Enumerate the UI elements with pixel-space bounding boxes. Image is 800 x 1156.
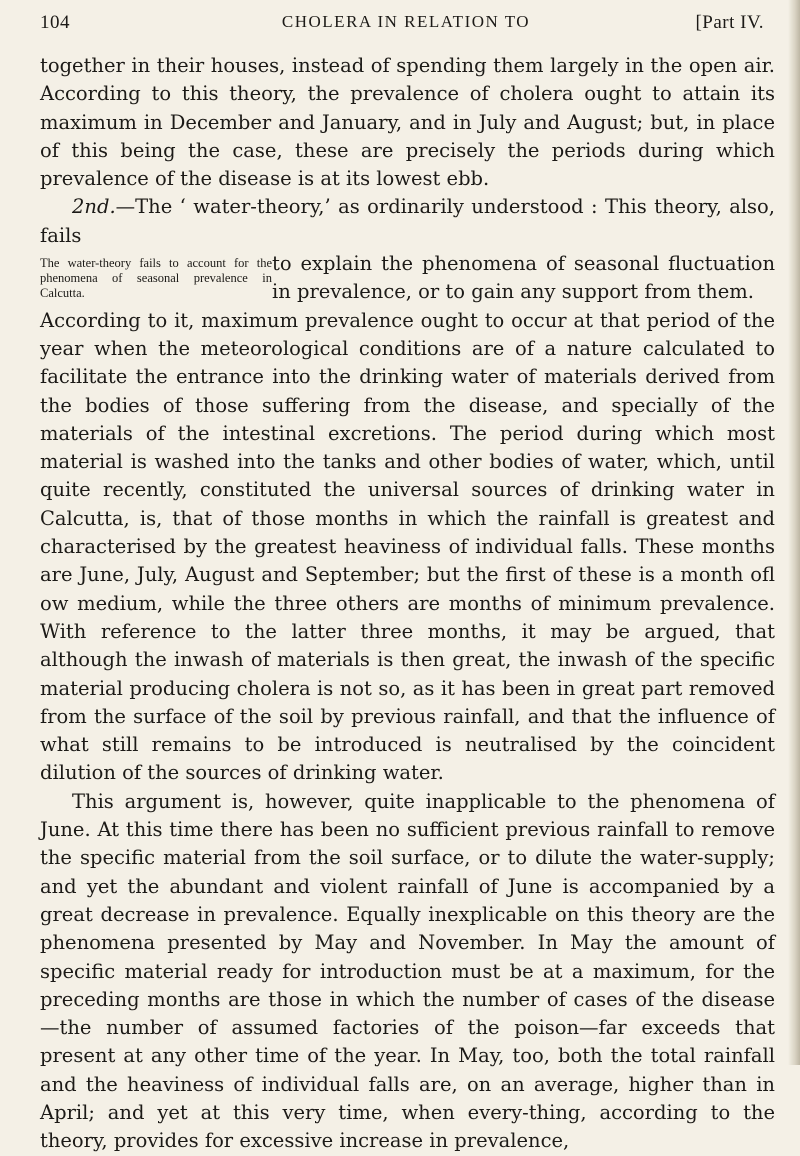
sidenote-block — [40, 250, 775, 307]
body-text — [40, 52, 775, 1156]
paragraph-3: This argument is, however, quite inapplicable to the phenomena of June. At this time there has been no sufficient previous rainfall to remove the specific material from the soil surface, or to dilute the water-supply; and yet the abundant and violent rainfall of June is accompanied by a great decrease in prevalence. Equally inexplicable on this theory are the phenomena presented by May and November. In May the amount of specific material ready for introduction must be at a maximum, for the preceding months are those in which the number of cases of the disease—the number of assumed factories of the poison—far exceeds that present at any other time of the year. In May, too, both the total rainfall and the heaviness of individual falls are, on an average, higher than in April; and yet at this very time, when every-thing, according to the theory, provides for excessive increase in prevalence, — [40, 789, 775, 1153]
paragraph-1: together in their houses, instead of spending them largely in the open air. According to this theory, the prevalence of cholera ought to attain its maximum in December and January, and in July and August; but, in place of this being the case, these are precisely the periods during which prevalence of the disease is at its lowest ebb. — [40, 54, 775, 191]
ordinal-label: 2nd. — [72, 195, 116, 219]
paragraph-2-lead-text: —The ‘ water-theory,’ as ordinarily understood : This theory, also, fails — [40, 195, 775, 247]
paragraph-2-lead — [40, 193, 775, 250]
paragraph-2-rest: According to it, maximum prevalence ought to occur at that period of the year when the meteorological conditions are of a nature calculated to facilitate the entrance into the drinking water of materials derived from the bodies of those suffering from the disease, and specially of the materials of the intestinal excretions. The period during which most material is washed into the tanks and other bodies of water, which, until quite recently, constituted the universal sources of drinking water in Calcutta, is, that of those months in which the rainfall is greatest and characterised by the greatest heaviness of individual falls. These months are June, July, August and September; but the first of these is a month ofl ow medium, while the three others are months of minimum prevalence. With reference to the latter three months, it may be argued, that although the inwash of materials is then great, the inwash of the specific material producing cholera is not so, as it has been in great part removed from the surface of the soil by previous rainfall, and that the influence of what still remains to be introduced is neutralised by the coincident dilution of the sources of drinking water. — [40, 308, 775, 785]
part-label: [Part IV. — [695, 12, 764, 33]
page-edge-shadow — [788, 0, 800, 1065]
marginal-sidenote: The water-theory fails to account for the phenomena of seasonal prevalence in Calcutta. — [40, 256, 272, 301]
page-number: 104 — [40, 12, 70, 33]
running-title: CHOLERA IN RELATION TO — [281, 12, 531, 31]
running-header — [40, 12, 772, 42]
paragraph-2-beside-sidenote: to explain the phenomena of seasonal fluctuation in prevalence, or to gain any support from them. — [272, 252, 775, 304]
